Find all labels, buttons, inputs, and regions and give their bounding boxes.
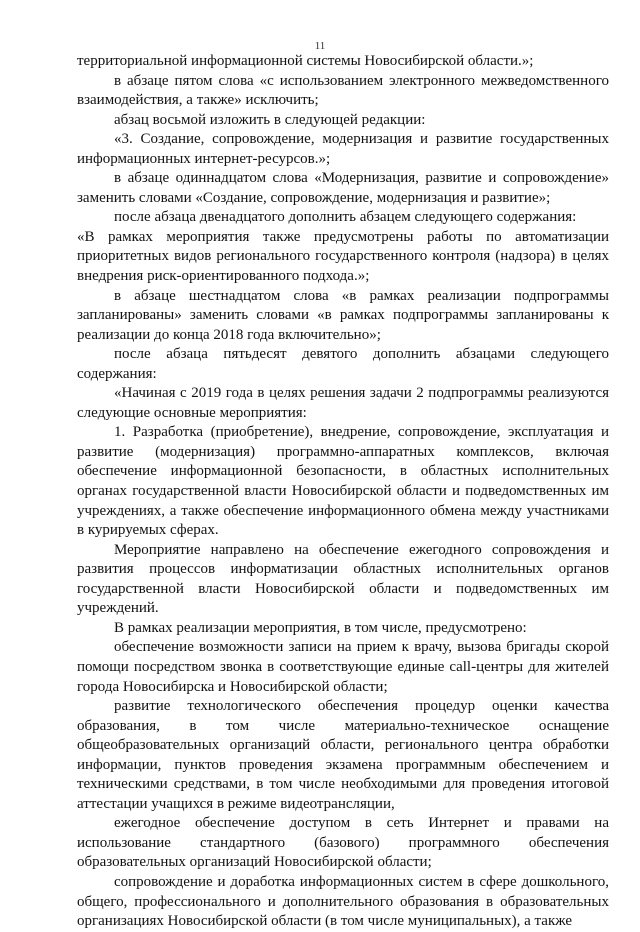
paragraph: территориальной информационной системы Новосибирской области.»; — [77, 53, 534, 69]
document-body — [77, 52, 609, 932]
paragraph: «В рамках мероприятия также предусмотрены работы по автоматизации приоритетных видов регионального государственного контроля (надзора) в целях внедрения риск-ориентированного подхода.»; — [77, 228, 609, 285]
paragraph: ежегодное обеспечение доступом в сеть Интернет и правами на использование стандартного (базового) программного обеспечения образовательных организаций Новосибирской области; — [77, 815, 609, 871]
paragraph: в абзаце пятом слова «с использованием электронного межведомственного взаимодействия, а также» исключить; — [77, 72, 609, 109]
paragraph: В рамках реализации мероприятия, в том числе, предусмотрено: — [114, 619, 527, 636]
paragraph: в абзаце шестнадцатом слова «в рамках реализации подпрограммы запланированы» заменить словами «в рамках подпрограммы запланированы к реализации до конца 2018 года включительно»; — [77, 287, 609, 343]
paragraph: в абзаце одиннадцатом слова «Модернизация, развитие и сопровождение» заменить словами «Создание, сопровождение, модернизация и развитие»; — [77, 170, 609, 206]
paragraph: абзац восьмой изложить в следующей редакции: — [114, 111, 426, 128]
paragraph: Мероприятие направлено на обеспечение ежегодного сопровождения и развития процессов информатизации областных исполнительных органов государственной власти Новосибирской области и подведомственных им учреждений. — [77, 541, 609, 617]
page-number: 11 — [314, 40, 326, 52]
paragraph: «3. Создание, сопровождение, модернизация и развитие государственных информационных интернет-ресурсов.»; — [77, 131, 609, 167]
paragraph: развитие технологического обеспечения процедур оценки качества образования, в том числе материально-техническое оснащение общеобразовательных организаций области, регионального центра обработки информации, пунктов проведения экзамена программным обеспечением и техническими средствами, в том числе необходимыми для проведения итоговой аттестации учащихся в режиме видеотрансляции, — [77, 698, 609, 812]
paragraph: после абзаца пятьдесят девятого дополнить абзацами следующего содержания: — [77, 346, 609, 382]
paragraph: «Начиная с 2019 года в целях решения задачи 2 подпрограммы реализуются следующие основные мероприятия: — [77, 385, 609, 421]
paragraph: обеспечение возможности записи на прием к врачу, вызова бригады скорой помощи посредством звонка в соответствующие единые call-центры для жителей города Новосибирска и Новосибирской области; — [77, 639, 609, 695]
paragraph: после абзаца двенадцатого дополнить абзацем следующего содержания: — [114, 209, 577, 226]
paragraph: 1. Разработка (приобретение), внедрение, сопровождение, эксплуатация и развитие (модернизация) программно-аппаратных комплексов, включая обеспечение информационной безопасности, в областных исполнительных органах государственной власти Новосибирской области и подведомственных им учреждениях, а также обеспечение информационного обмена между участниками в курируемых сферах. — [77, 424, 609, 539]
paragraph: сопровождение и доработка информационных систем в сфере дошкольного, общего, профессионального и дополнительного образования в образовательных организациях Новосибирской области (в том числе муниципальных), а также — [77, 873, 609, 930]
